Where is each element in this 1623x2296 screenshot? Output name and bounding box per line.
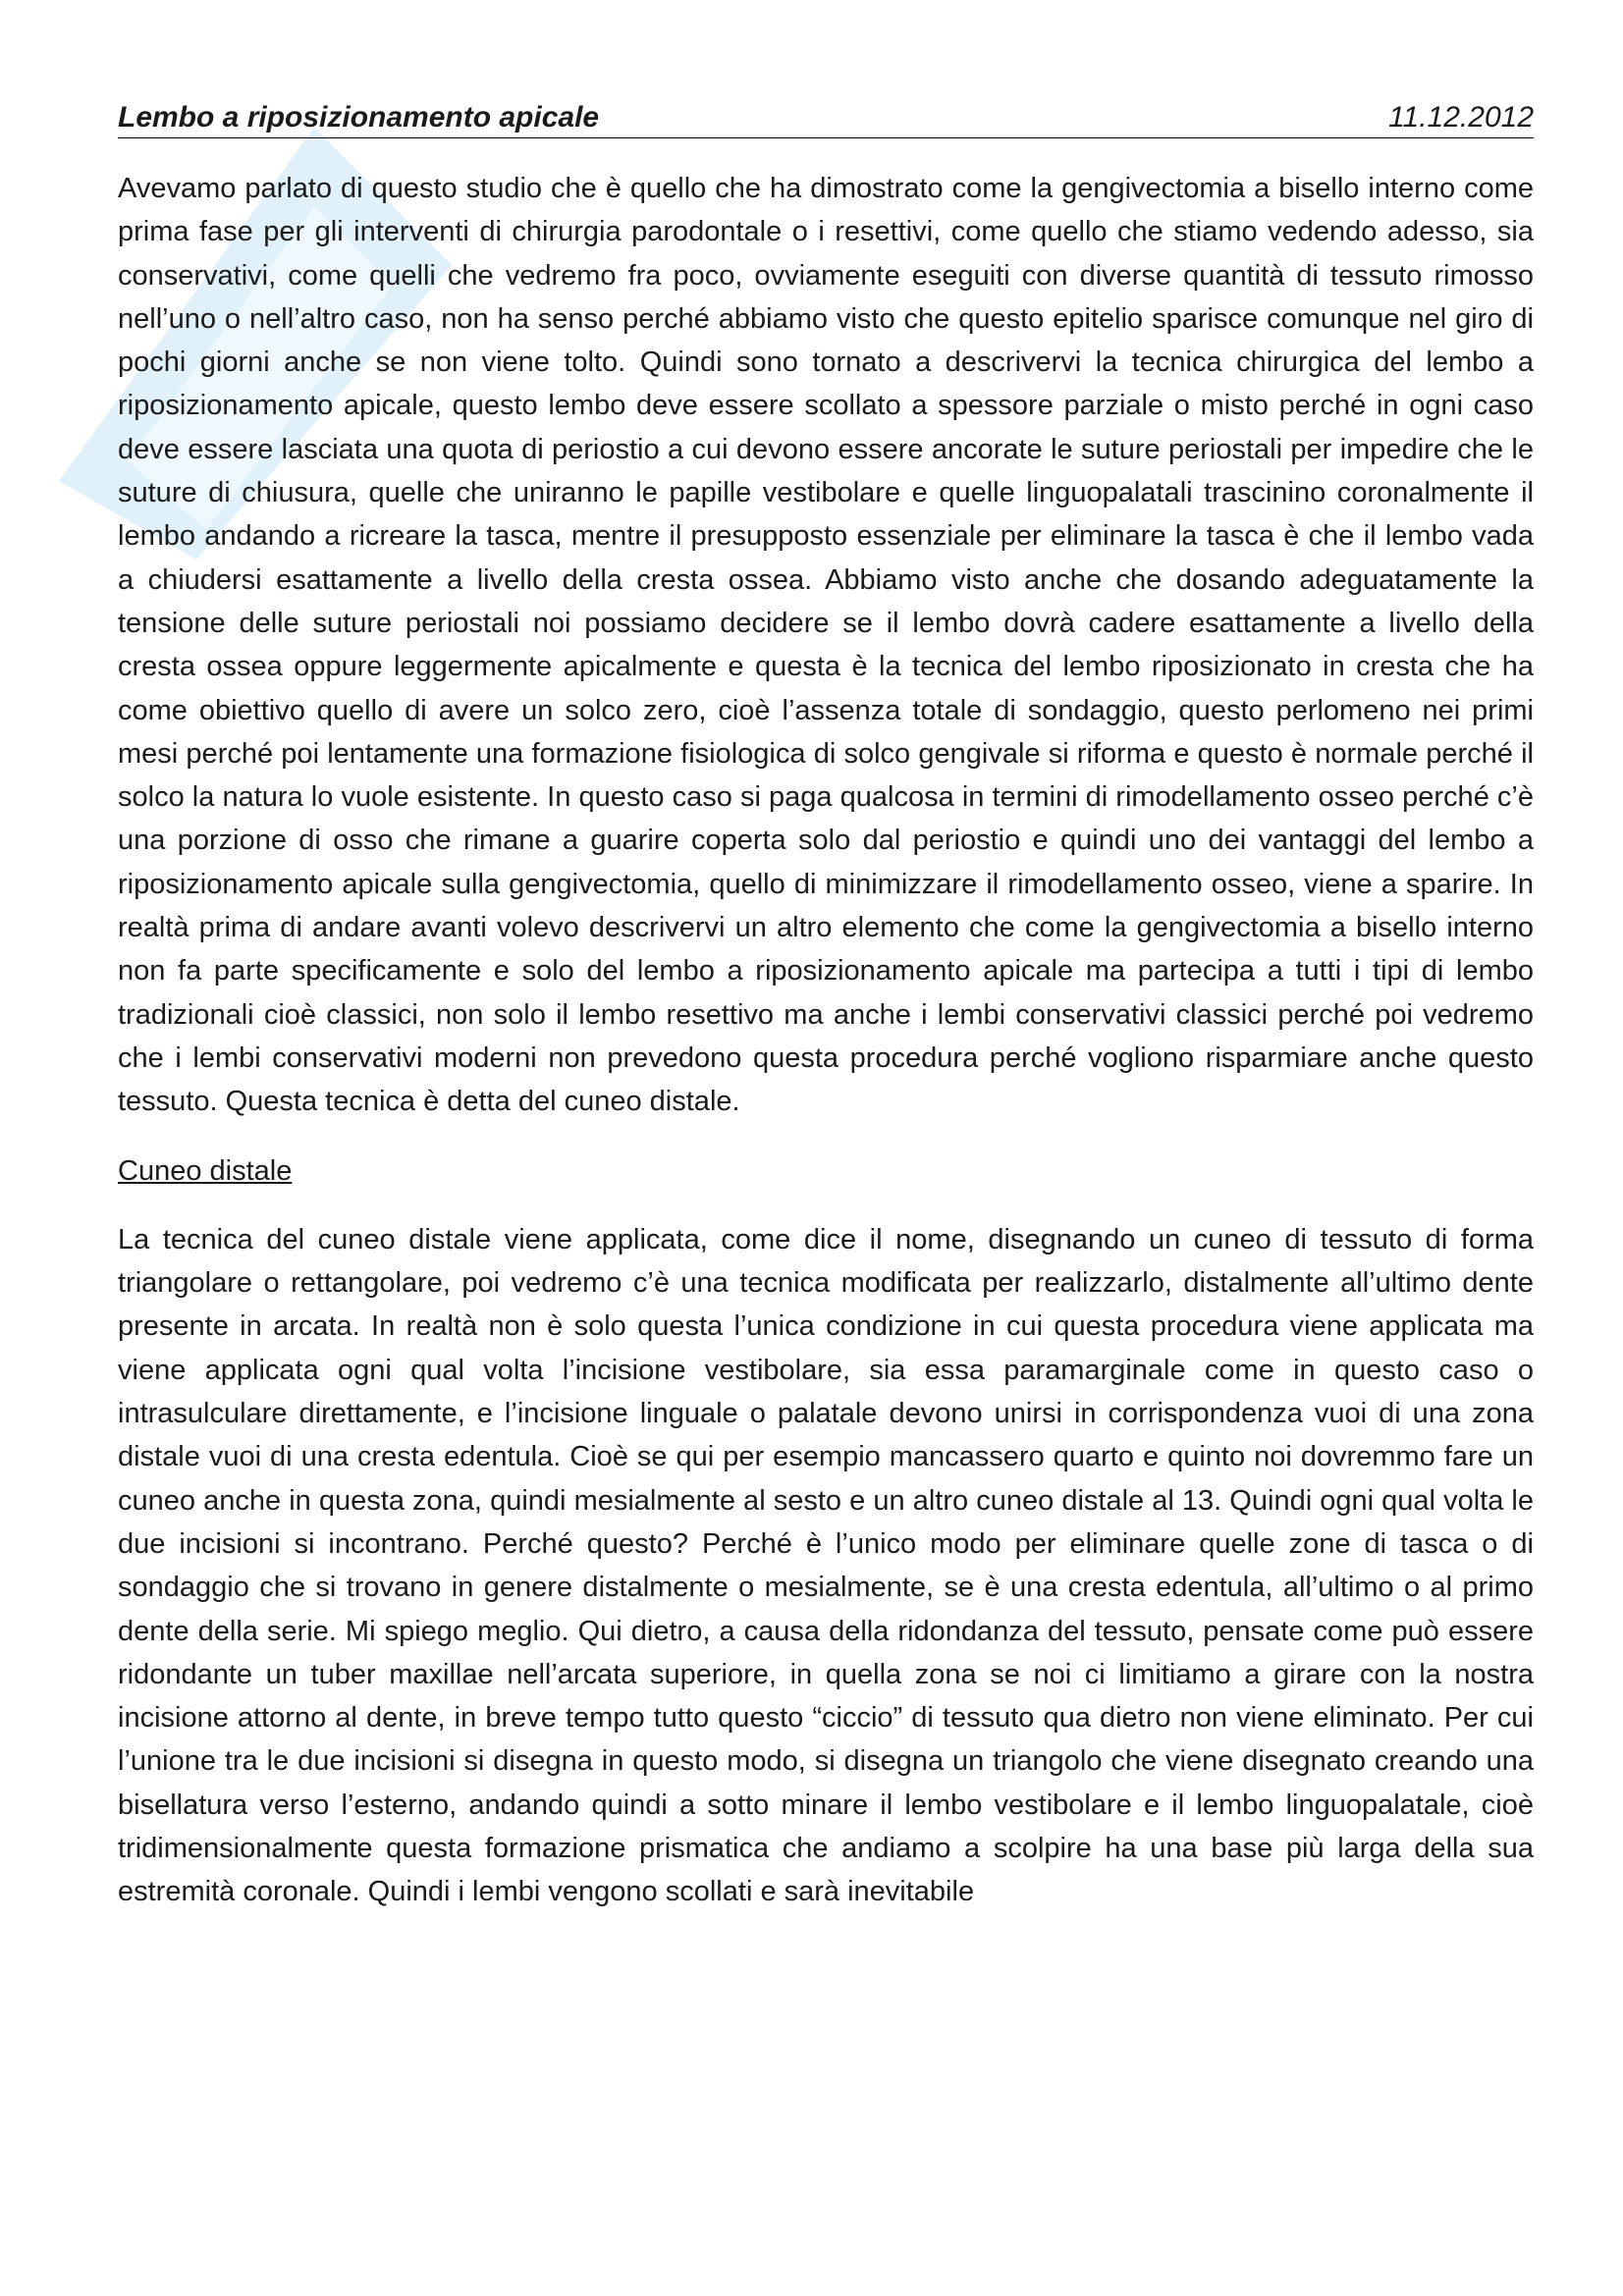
- document-body: [118, 167, 1534, 1914]
- paragraph-1: Avevamo parlato di questo studio che è quello che ha dimostrato come la gengivectomia a bisello interno come prima fase per gli interventi di chirurgia parodontale o i resettivi, come quello che stiamo vedendo adesso, sia conservativi, come quelli che vedremo fra poco, ovviamente eseguiti con diverse quantità di tessuto rimosso nell’uno o nell’altro caso, non ha senso perché abbiamo visto che questo epitelio sparisce comunque nel giro di pochi giorni anche se non viene tolto. Quindi sono tornato a descrivervi la tecnica chirurgica del lembo a riposizionamento apicale, questo lembo deve essere scollato a spessore parziale o misto perché in ogni caso deve essere lasciata una quota di periostio a cui devono essere ancorate le suture periostali per impedire che le suture di chiusura, quelle che uniranno le papille vestibolare e quelle linguopalatali trascinino coronalmente il lembo andando a ricreare la tasca, mentre il presupposto essenziale per eliminare la tasca è che il lembo vada a chiudersi esattamente a livello della cresta ossea. Abbiamo visto anche che dosando adeguatamente la tensione delle suture periostali noi possiamo decidere se il lembo dovrà cadere esattamente a livello della cresta ossea oppure leggermente apicalmente e questa è la tecnica del lembo riposizionato in cresta che ha come obiettivo quello di avere un solco zero, cioè l’assenza totale di sondaggio, questo perlomeno nei primi mesi perché poi lentamente una formazione fisiologica di solco gengivale si riforma e questo è normale perché il solco la natura lo vuole esistente. In questo caso si paga qualcosa in termini di rimodellamento osseo perché c’è una porzione di osso che rimane a guarire coperta solo dal periostio e quindi uno dei vantaggi del lembo a riposizionamento apicale sulla gengivectomia, quello di minimizzare il rimodellamento osseo, viene a sparire. In realtà prima di andare avanti volevo descrivervi un altro elemento che come la gengivectomia a bisello interno non fa parte specificamente e solo del lembo a riposizionamento apicale ma partecipa a tutti i tipi di lembo tradizionali cioè classici, non solo il lembo resettivo ma anche i lembi conservativi classici perché poi vedremo che i lembi conservativi moderni non prevedono questa procedura perché vogliono risparmiare anche questo tessuto. Questa tecnica è detta del cuneo distale.: [118, 173, 1534, 1118]
- paragraph-2: La tecnica del cuneo distale viene applicata, come dice il nome, disegnando un cuneo di tessuto di forma triangolare o rettangolare, poi vedremo c’è una tecnica modificata per realizzarlo, distalmente all’ultimo dente presente in arcata. In realtà non è solo questa l’unica condizione in cui questa procedura viene applicata ma viene applicata ogni qual volta l’incisione vestibolare, sia essa paramarginale come in questo caso o intrasulculare direttamente, e l’incisione linguale o palatale devono unirsi in corrispondenza vuoi di una zona distale vuoi di una cresta edentula. Cioè se qui per esempio mancassero quarto e quinto noi dovremmo fare un cuneo anche in questa zona, quindi mesialmente al sesto e un altro cuneo distale al 13. Quindi ogni qual volta le due incisioni si incontrano. Perché questo? Perché è l’unico modo per eliminare quelle zone di tasca o di sondaggio che si trovano in genere distalmente o mesialmente, se è una cresta edentula, all’ultimo o al primo dente della serie. Mi spiego meglio. Qui dietro, a causa della ridondanza del tessuto, pensate come può essere ridondante un tuber maxillae nell’arcata superiore, in quella zona se noi ci limitiamo a girare con la nostra incisione attorno al dente, in breve tempo tutto questo “ciccio” di tessuto qua dietro non viene eliminato. Per cui l’unione tra le due incisioni si disegna in questo modo, si disegna un triangolo che viene disegnato creando una bisellatura verso l’esterno, andando quindi a sotto minare il lembo vestibolare e il lembo linguopalatale, cioè tridimensionalmente questa formazione prismatica che andiamo a scolpire ha una base più larga della sua estremità coronale. Quindi i lembi vengono scollati e sarà inevitabile: [118, 1223, 1534, 1908]
- section-heading: Cuneo distale: [118, 1154, 293, 1187]
- document-date: 11.12.2012: [1388, 101, 1534, 133]
- document-title: Lembo a riposizionamento apicale: [118, 101, 600, 133]
- page-header: [118, 94, 1534, 138]
